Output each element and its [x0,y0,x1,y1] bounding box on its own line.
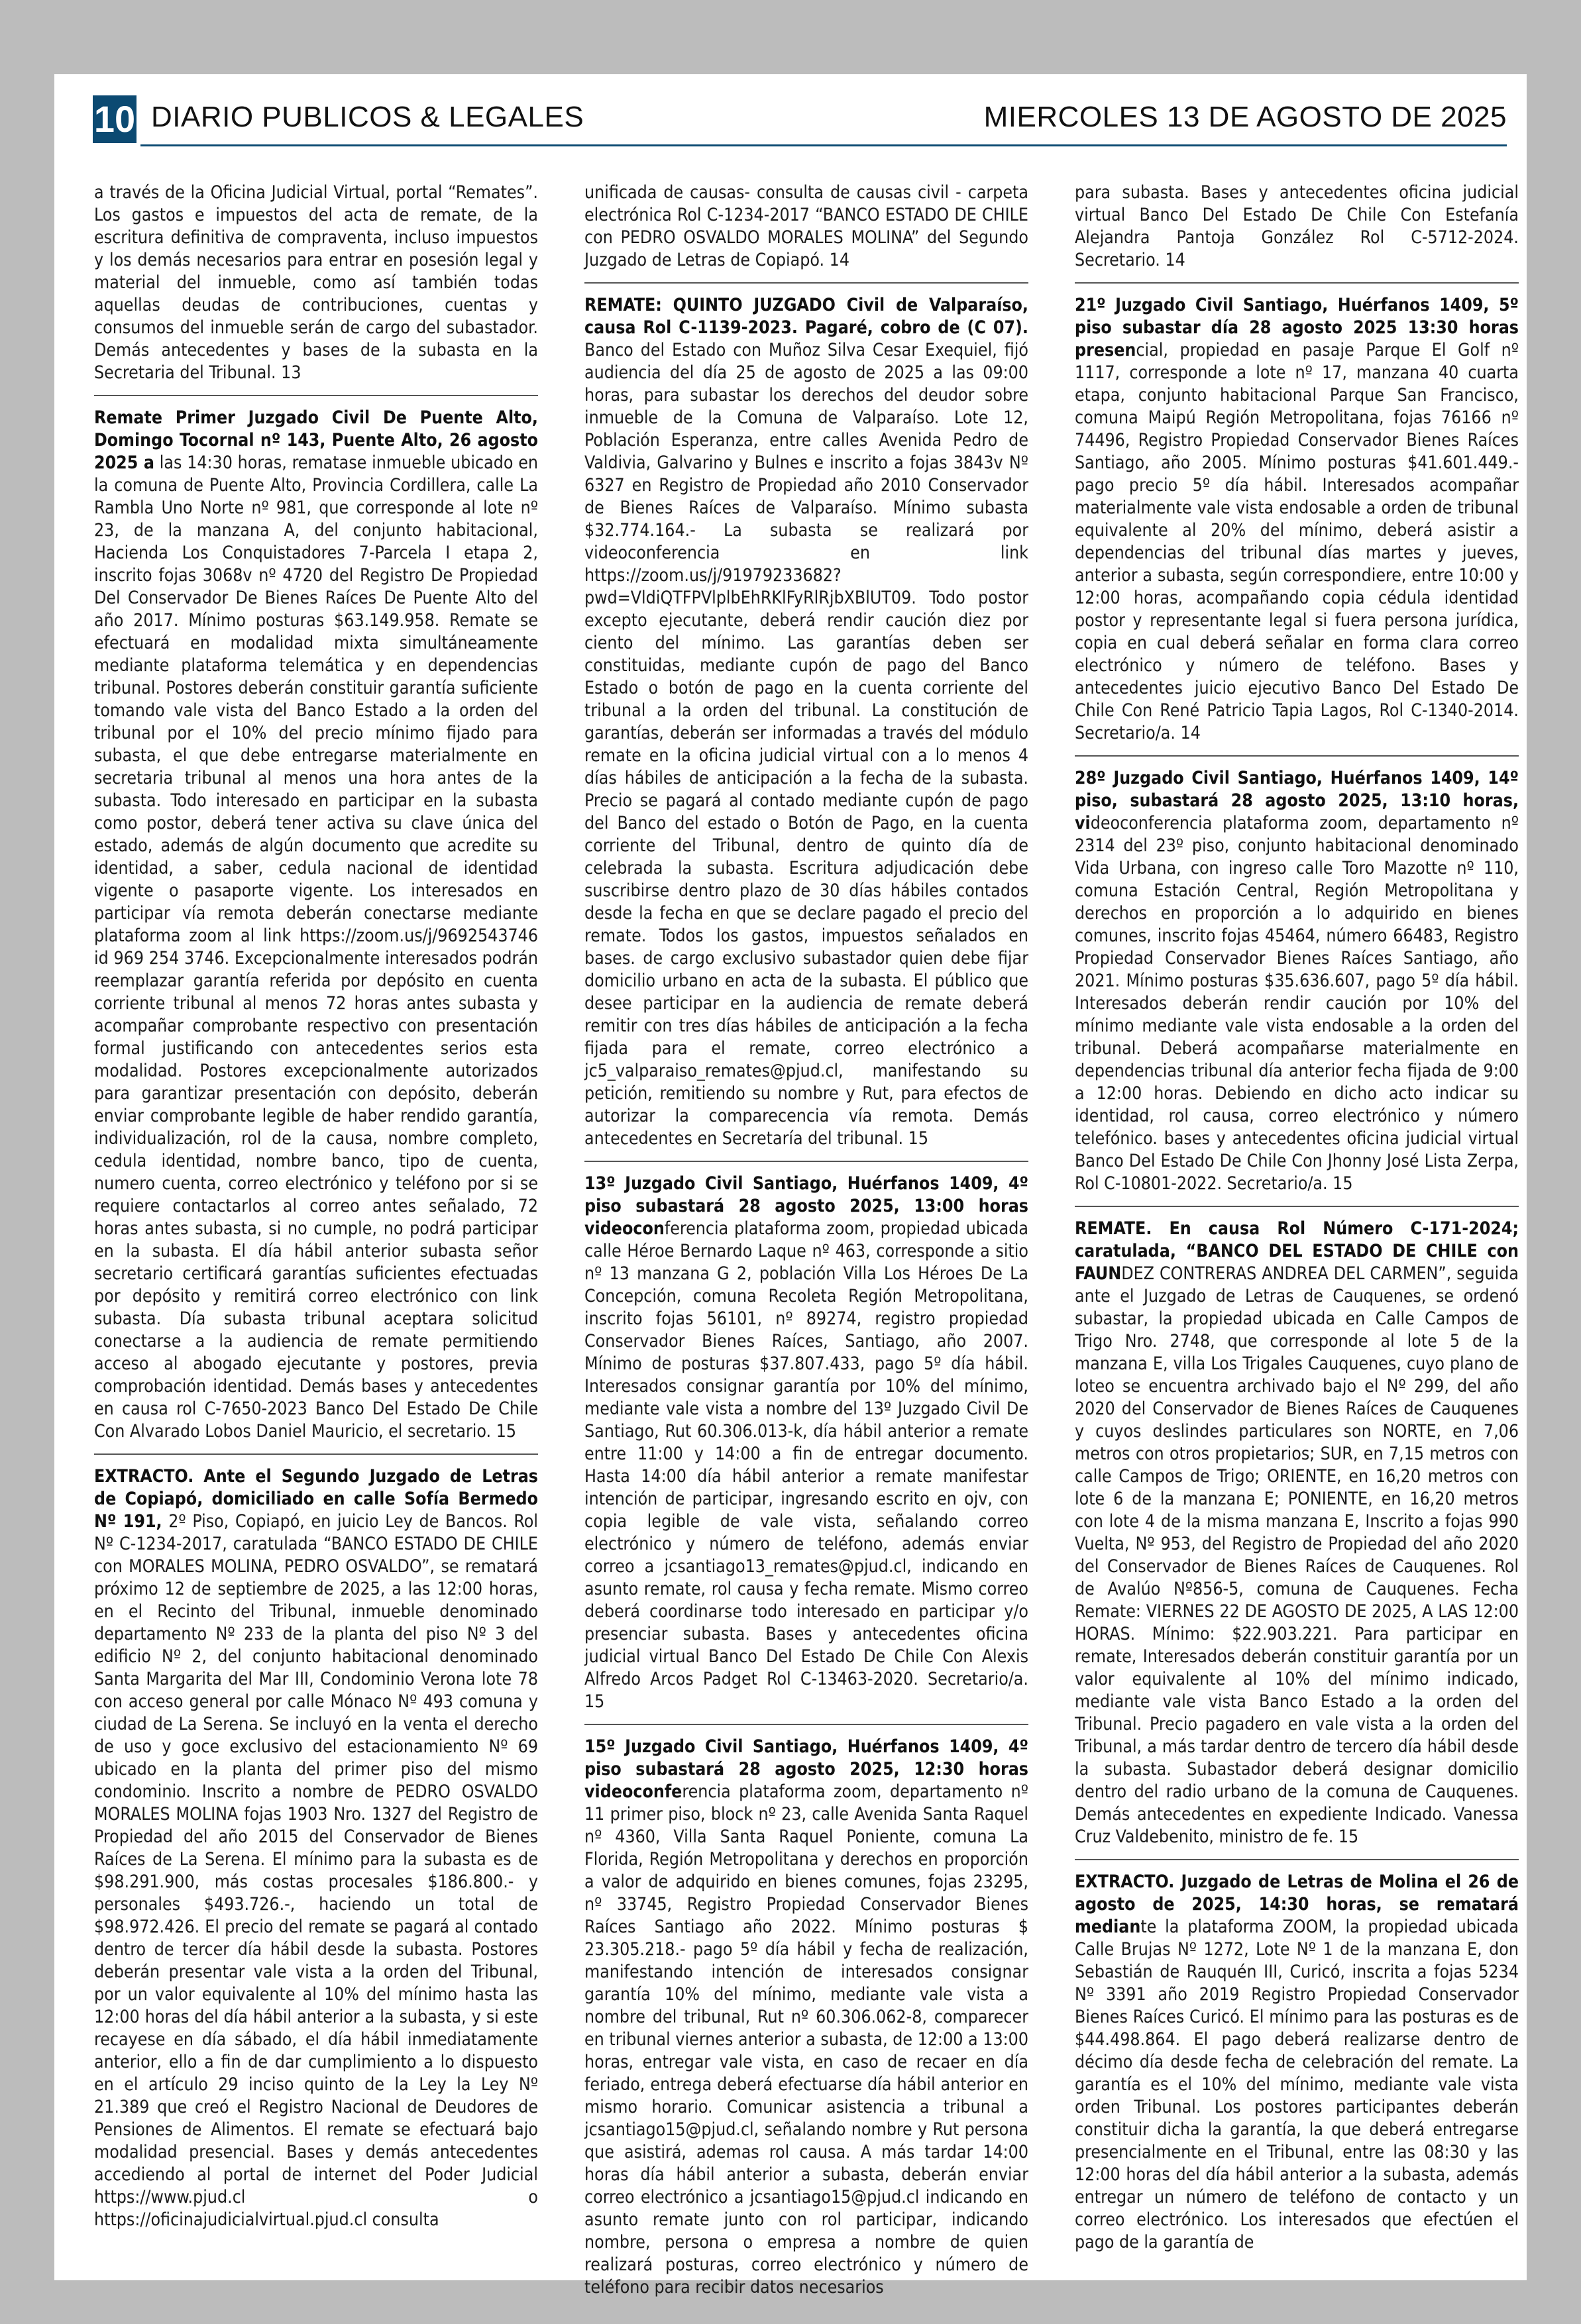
notice-15-juzgado-santiago [584,1736,1028,2309]
column-2 [584,182,1028,2298]
notice-13-juzgado-santiago [584,1173,1028,1725]
notice-extracto-molina [1075,1871,1519,2264]
notice-text: rencia plataforma zoom, departamento nº 11 primer piso, block nº 23, calle Avenida Santa Raquel nº 4360, Villa Santa Raquel Poniente, comuna La Florida, Región Metropolitana y derechos en proporción a valor de adquirido en bienes comunes, fojas 23295, nº 33745, Registro Propiedad Conservador Bienes Raíces Santiago año 2022. Mínimo posturas $ 23.305.218.- pago 5º día hábil y fecha de realización, manifestando intención de interesados consignar garantía 10% del mínimo, mediante vale vista a nombre del tribunal, Rut nº 60.306.062-8, comparecer en tribunal viernes anterior a subasta, de 12:00 a 13:00 horas, entregar vale vista, en caso de recaer en día feriado, entrega deberá efectuarse día hábil anterior en mismo horario. Comunicar asistencia a tribunal a jcsantiago15@pjud.cl, señalando nombre y Rut persona que asistirá, ademas rol causa. A más tardar 14:00 horas día hábil anterior a subasta, deberán enviar correo electrónico a jcsantiago15@pjud.cl indicando en asunto remate junto con rol participar, indicando nombre, persona o empresa a nombre de quien realizará posturas, correo electrónico y número de teléfono para recibir datos necesarios [584,1781,1028,2298]
notice-text: a través de la Oficina Judicial Virtual, portal “Remates”. Los gastos e impuestos del acta de remate, de la escritura definitiva de compraventa, incluso impuestos y los demás necesarios para entrar en posesión legal y material del inmueble, como así también todas aquellas deudas de contribuciones, cuentas y consumos del inmueble serán de cargo del subastador. Demás antecedentes y bases de la subasta en la Secretaria del Tribunal. 13 [94,182,538,383]
column-3 [1075,182,1519,2268]
notice-heading: Remate Primer Juzgado Civil De Puente Alto, Domingo Tocornal nº 143, Puente Alto, 26 agosto 2025 a [94,407,538,473]
notice-text: Banco del Estado con Muñoz Silva Cesar Exequiel, fijó audiencia del día 25 de agosto de 2025 a las 09:00 horas, para subastar los derechos del deudor sobre inmueble de la Comuna de Valparaíso. Lote 12, Población Esperanza, entre calles Avenida Pedro de Valdivia, Galvarino y Bulnes e inscrito a fojas 3843v Nº 6327 en Registro de Propiedad año 2010 Conservador de Bienes Raíces de Valparaíso. Mínimo subasta $32.774.164.- La subasta se realizará por videoconferencia en link https://zoom.us/j/91979233682?pwd=VldiQTFPVlplbEhRKlFyRlRjbXBlUT09. Todo postor excepto ejecutante, deberá rendir caución diez por ciento del mínimo. Las garantías deben ser constituidas, mediante cupón de pago del Banco Estado o botón de pago en la cuenta corriente del tribunal a la orden del tribunal. La constitución de garantías, deberán ser informadas a través del módulo remate en la oficina judicial virtual con a lo menos 4 días hábiles de anticipación a la fecha de la subasta. Precio se pagará al contado mediante cupón de pago del Banco del estado o Botón de Pago, en la cuenta corriente del Tribunal, dentro de quinto día de celebrada la subasta. Escritura adjudicación debe suscribirse dentro plazo de 30 días hábiles contados desde la fecha en que se declare pagado el precio del remate. Todos los gastos, impuestos señalados en bases. de cargo exclusivo subastador quien debe fijar domicilio urbano en acta de la subasta. El público que desee participar en la audiencia de remate deberá remitir con tres días hábiles de anticipación a la fecha fijada para el remate, correo electrónico a jc5_valparaiso_remates@pjud.cl, manifestando su petición, remitiendo su nombre y Rut, para efectos de autorizar la comparecencia vía remota. Demás antecedentes en Secretaría del tribunal. 15 [584,340,1028,1149]
notice-continuation [1075,182,1519,284]
notice-heading: 13º Juzgado Civil Santiago, Huérfanos 1409, 4º piso subastará 28 agosto 2025, 13:00 horas videocon [584,1173,1028,1239]
notice-heading: 15º Juzgado Civil Santiago, Huérfanos 1409, 4º piso subastará 28 agosto 2025, 12:30 horas videoconfe [584,1736,1028,1802]
notice-heading: EXTRACTO. Juzgado de Letras de Molina el 26 de agosto de 2025, 14:30 horas, se rematará median [1075,1872,1519,1937]
notice-heading: REMATE: QUINTO JUZGADO Civil de Valparaíso, causa Rol C-1139-2023. Pagaré, cobro de (C 07). [584,295,1028,338]
notice-text: unificada de causas- consulta de causas civil - carpeta electrónica Rol C-1234-2017 “BANCO ESTADO DE CHILE con PEDRO OSVALDO MORALES MOLINA” del Segundo Juzgado de Letras de Copiapó. 14 [584,182,1028,270]
notice-continuation [94,182,538,396]
publication-title: DIARIO PUBLICOS & LEGALES [151,101,584,133]
notice-text: cial, propiedad en pasaje Parque El Golf nº 1117, corresponde a lote nº 17, manzana 40 cuarta etapa, conjunto habitacional Parque San Francisco, comuna Maipú Región Metropolitana, fojas 76166 nº 74496, Registro Propiedad Conservador Bienes Raíces Santiago, año 2005. Mínimo posturas $41.601.449.- pago precio 5º día hábil. Interesados acompañar materialmente vale vista endosable a orden de tribunal equivalente al 20% del mínimo, deberá asistir a dependencias del tribunal días martes y jueves, anterior a subasta, según correspondiere, entre 10:00 y 12:00 horas, acompañando copia cédula identidad postor y representante legal si fuera persona jurídica, copia en cual deberá señalar en forma clara correo electrónico y número de teléfono. Bases y antecedentes juicio ejecutivo Banco Del Estado De Chile Con René Patricio Tapia Lagos, Rol C-1340-2014. Secretario/a. 14 [1075,340,1519,743]
notice-heading: EXTRACTO. Ante el Segundo Juzgado de Letras de Copiapó, domiciliado en calle Sofía Bermedo Nº 191, [94,1466,538,1532]
notice-heading: REMATE. En causa Rol Número C-171-2024; caratulada, “BANCO DEL ESTADO DE CHILE con FAUN [1075,1218,1519,1284]
notice-heading: 21º Juzgado Civil Santiago, Huérfanos 1409, 5º piso subastar día 28 agosto 2025 13:30 horas presen [1075,295,1519,360]
notice-remate-cauquenes [1075,1218,1519,1860]
notice-remate-puente-alto [94,407,538,1455]
notice-text: las 14:30 horas, rematase inmueble ubicado en la comuna de Puente Alto, Provincia Cordillera, calle La Rambla Uno Norte nº 981, que corresponde al lote nº 23, de la manzana A, del conjunto habitacional, Hacienda Los Conquistadores 7-Parcela I etapa 2, inscrito fojas 3068v nº 4720 del Registro De Propiedad Del Conservador De Bienes Raíces De Puente Alto del año 2017. Mínimo posturas $63.149.958. Remate se efectuará en modalidad mixta simultáneamente mediante plataforma telemática y en dependencias tribunal. Postores deberán constituir garantía suficiente tomando vale vista del Banco Estado a la orden del tribunal por el 10% del precio mínimo fijado para subasta, el que debe entregarse materialmente en secretaria tribunal al menos una hora antes de la subasta. Todo interesado en participar en la subasta como postor, deberá tener activa su clave única del estado, además de algún documento que acredite su identidad, a saber, cedula nacional de identidad vigente o pasaporte vigente. Los interesados en participar vía remota deberán conectarse mediante plataforma zoom al link https://zoom.us/j/9692543746 id 969 254 3746. Excepcionalmente interesados podrán reemplazar garantía referida por depósito en cuenta corriente tribunal al menos 72 horas antes subasta y acompañar comprobante respectivo con presentación formal justificando con antecedentes serios esta modalidad. Postores excepcionalmente autorizados para garantizar presentación con depósito, deberán enviar comprobante legible de haber rendido garantía, individualización, rol de la causa, nombre completo, cedula identidad, nombre banco, tipo de cuenta, numero cuenta, correo electrónico y teléfono por si se requiere contactarlos al correo antes señalado, 72 horas antes subasta, si no cumple, no podrá participar en la subasta. El día hábil anterior subasta señor secretario certificará garantías suficientes efectuadas por depósito y remitirá correo electrónico con link subasta. Día subasta tribunal aceptara solicitud conectarse a la audiencia de remate permitiendo acceso al abogado ejecutante y postores, previa comprobación identidad. Demás bases y antecedentes en causa rol C-7650-2023 Banco Del Estado De Chile Con Alvarado Lobos Daniel Mauricio, el secretario. 15 [94,452,538,1442]
notice-text: ferencia plataforma zoom, propiedad ubicada calle Héroe Bernardo Laque nº 463, corresponde a sitio nº 13 manzana G 2, población Villa Los Héroes De La Concepción, comuna Recoleta Región Metropolitana, inscrito fojas 56101, nº 89274, registro propiedad Conservador Bienes Raíces, Santiago, año 2007. Mínimo de posturas $37.807.433, pago 5º día hábil. Interesados consignar garantía por 10% del mínimo, mediante vale vista a nombre del 13º Juzgado Civil De Santiago, Rut 60.306.013-k, día hábil anterior a remate entre 11:00 y 14:00 a fin de entregar documento. Hasta 14:00 día hábil anterior a remate manifestar intención de participar, ingresando escrito en ojv, con copia legible de vale vista, señalando correo electrónico y número de teléfono, además enviar correo a jcsantiago13_remates@pjud.cl, indicando en asunto remate, rol causa y fecha remate. Mismo correo deberá coordinarse todo interesado en participar y/o presenciar subasta. Bases y antecedentes oficina judicial virtual Banco Del Estado De Chile Con Alexis Alfredo Arcos Padget Rol C-13463-2020. Secretario/a. 15 [584,1218,1028,1712]
notice-extracto-copiapo [94,1465,538,2242]
notice-heading: 28º Juzgado Civil Santiago, Huérfanos 1409, 14º piso, subastará 28 agosto 2025, 13:10 horas, vi [1075,768,1519,833]
publication-date: MIERCOLES 13 DE AGOSTO DE 2025 [983,101,1507,133]
notice-text: deoconferencia plataforma zoom, departamento nº 2314 del 23º piso, conjunto habitacional denominado Vida Urbana, con ingreso calle Toro Mazotte nº 110, comuna Estación Central, Región Metropolitana y derechos en proporción a lo adquirido en bienes comunes, inscrito fojas 45464, número 66483, Registro Propiedad Conservador Bienes Raíces Santiago, año 2021. Mínimo posturas $35.636.607, pago 5º día hábil. Interesados deberán rendir caución por 10% del mínimo mediante vale vista endosable a la orden del tribunal. Deberá acompañarse materialmente en dependencias tribunal día anterior fecha fijada de 9:00 a 12:00 horas. Debiendo en dicho acto indicar su identidad, rol causa, correo electrónico y número telefónico. bases y antecedentes oficina judicial virtual Banco Del Estado De Chile Con Jhonny José Lista Zerpa, Rol C-10801-2022. Secretario/a. 15 [1075,813,1519,1194]
notice-28-juzgado-santiago [1075,767,1519,1207]
column-1 [94,182,538,2268]
notice-text: DEZ CONTRERAS ANDREA DEL CARMEN”, seguida ante el Juzgado de Letras de Cauquenes, se ordenó subastar, la propiedad ubicada en Calle Campos de Trigo Nro. 2748, que corresponde al lote 5 de la manzana E, villa Los Trigales Cauquenes, cuyo plano de loteo se encuentra archivado bajo el Nº 299, del año 2020 del Conservador de Bienes Raíces de Cauquenes y cuyos deslindes particulares son NORTE, en 7,06 metros con otros propietarios; SUR, en 7,15 metros con calle Campos de Trigo; ORIENTE, en 16,20 metros con lote 6 de la manzana E; PONIENTE, en 16,20 metros con lote 4 de la misma manzana E, Inscrito a fojas 990 Vuelta, Nº 953, del Registro de Propiedad del año 2020 del Conservador de Bienes Raíces de Cauquenes. Rol de Avalúo Nº856-5, comuna de Cauquenes. Fecha Remate: VIERNES 22 DE AGOSTO DE 2025, A LAS 12:00 HORAS. Mínimo: $22.903.221. Para participar en remate, Interesados deberán constituir garantía por un valor equivalente al 10% del mínimo indicado, mediante vale vista Banco Estado a la orden del Tribunal. Precio pagadero en vale vista a la orden del Tribunal, a más tardar dentro de tercero día hábil desde la subasta. Subastador deberá designar domicilio dentro del radio urbano de la comuna de Cauquenes. Demás antecedentes en expediente Indicado. Vanessa Cruz Valdebenito, ministro de fe. 15 [1075,1263,1519,1847]
notice-text: para subasta. Bases y antecedentes oficina judicial virtual Banco Del Estado De Chile Con Estefanía Alejandra Pantoja González Rol C-5712-2024. Secretario. 14 [1075,182,1519,270]
newspaper-page [54,74,1527,2298]
notice-text: te la plataforma ZOOM, la propiedad ubicada Calle Brujas Nº 1272, Lote Nº 1 de la manzana E, don Sebastián de Rauquén III, Curicó, inscrita a fojas 5234 Nº 3391 año 2019 Registro Propiedad Conservador Bienes Raíces Curicó. El mínimo para las posturas es de $44.498.864. El pago deberá realizarse dentro de décimo día desde fecha de celebración del remate. La garantía es el 10% del mínimo, mediante vale vista orden Tribunal. Los postores participantes deberán constituir dicha la garantía, la que deberá entregarse presencialmente en el Tribunal, entre las 08:30 y las 12:00 horas del día hábil anterior a la subasta, además entregar un número de teléfono de contacto y un correo electrónico. Los interesados que efectúen el pago de la garantía de [1075,1917,1519,2252]
page-number: 10 [93,95,136,143]
notice-continuation [584,182,1028,284]
notice-21-juzgado-santiago [1075,294,1519,757]
notice-remate-valparaiso [584,294,1028,1162]
header-rule [140,144,1507,146]
page-header [54,83,1527,144]
notice-text: 2º Piso, Copiapó, en juicio Ley de Bancos. Rol Nº C-1234-2017, caratulada “BANCO ESTADO DE CHILE con MORALES MOLINA, PEDRO OSVALDO”, se rematará próximo 12 de septiembre de 2025, a las 12:00 horas, en el Recinto del Tribunal, inmueble denominado departamento Nº 233 de la planta del piso Nº 3 del edificio Nº 2, del conjunto habitacional denominado Santa Margarita del Mar III, Condominio Verona lote 78 con acceso general por calle Mónaco Nº 493 comuna y ciudad de La Serena. Se incluyó en la venta el derecho de uso y goce exclusivo del estacionamiento Nº 69 ubicado en la planta del primer piso del mismo condominio. Inscrito a nombre de PEDRO OSVALDO MORALES MOLINA fojas 1903 Nro. 1327 del Registro de Propiedad del año 2015 del Conservador de Bienes Raíces de La Serena. El mínimo para la subasta es de $98.291.900, más costas procesales $186.800.- y personales $493.726.-, haciendo un total de $98.972.426. El precio del remate se pagará al contado dentro de tercer día hábil desde la subasta. Postores deberán presentar vale vista a la orden del Tribunal, por un valor equivalente al 10% del mínimo hasta las 12:00 horas del día hábil anterior a la subasta, y si este recayese en día sábado, el día hábil inmediatamente anterior, ello a fin de dar cumplimiento a lo dispuesto en el artículo 29 inciso quinto de la Ley la Ley Nº 21.389 que creó el Registro Nacional de Deudores de Pensiones de Alimentos. El remate se efectuará bajo modalidad presencial. Bases y demás antecedentes accediendo al portal de internet del Poder Judicial https://www.pjud.cl o https://oficinajudicialvirtual.pjud.cl consulta [94,1511,538,2230]
